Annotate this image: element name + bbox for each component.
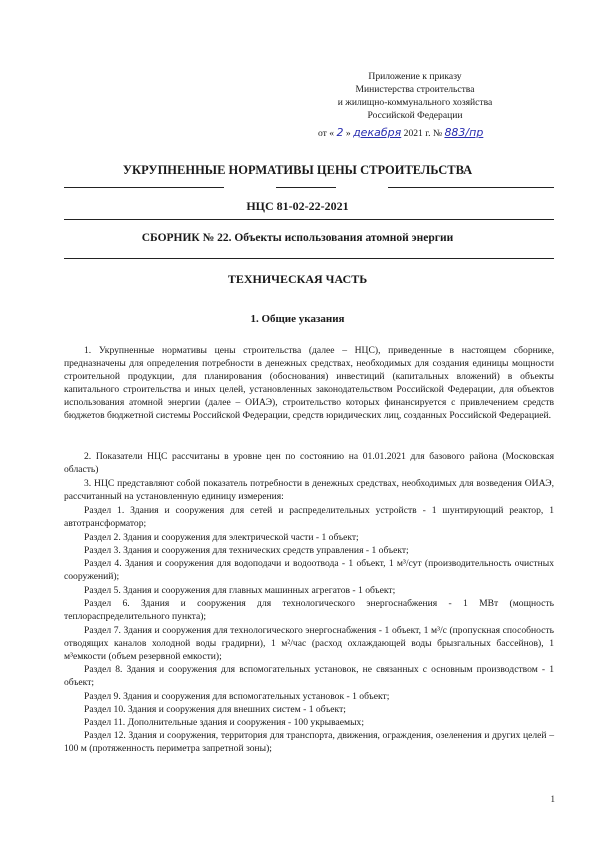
appendix-line-3: и жилищно-коммунального хозяйства [337, 97, 493, 108]
handwritten-month: декабря [353, 126, 402, 139]
section-title: ТЕХНИЧЕСКАЯ ЧАСТЬ [227, 272, 368, 286]
list-item: Раздел 11. Дополнительные здания и сооружения - 100 укрываемых; [84, 717, 365, 728]
date-prefix: от « [318, 128, 335, 139]
appendix-line-1: Приложение к приказу [368, 71, 462, 82]
paragraph-2: 2. Показатели НЦС рассчитаны в уровне цен по состоянию на 01.01.2021 для базового района (Московская область) [64, 451, 554, 476]
handwritten-day: 2 [336, 126, 344, 139]
list-item: Раздел 1. Здания и сооружения для сетей и распределительных устройств - 1 шунтирующий реактор, 1 автотрансформатор; [64, 505, 554, 530]
paragraph-3: 3. НЦС представляют собой показатель потребности в денежных средствах, необходимых для возведения ОИАЭ, рассчитанный на установленную единицу измерения: [64, 478, 554, 503]
collection-title: СБОРНИК № 22. Объекты использования атомной энергии [141, 232, 454, 244]
divider-2 [64, 219, 554, 220]
appendix-line-4: Российской Федерации [367, 110, 463, 121]
divider-right [388, 187, 554, 188]
divider-3 [64, 258, 554, 259]
divider-left [64, 187, 224, 188]
list-item: Раздел 9. Здания и сооружения для вспомогательных установок - 1 объект; [84, 691, 390, 702]
order-date-line [318, 126, 483, 139]
list-item: Раздел 3. Здания и сооружения для технических средств управления - 1 объект; [84, 545, 409, 556]
divider-mid [276, 187, 336, 188]
list-item: Раздел 7. Здания и сооружения для технологического энергоснабжения - 1 объект, 1 м³/с (пропускная способность отводящих каналов холодной воды градирни), 1 м²/час (расход охлаждающей воды брызгальных бассейнов), 1 м³емкости (объем резервной емкости); [64, 625, 554, 663]
paragraph-1: 1. Укрупненные нормативы цены строительства (далее – НЦС), приведенные в настоящем сборнике, предназначены для определения потребности в денежных средствах, необходимых для создания единицы мощности строительной продукции, для планирования (обоснования) инвестиций (капитальных вложений) в объекты капитального строительства и иных целей, установленных законодательством Российской Федерации, для объектов использования атомной энергии (далее – ОИАЭ), строительство которых финансируется с привлечением средств бюджетов бюджетной системы Российской Федерации, средств юридических лиц, созданных Российской Федерацией. [64, 345, 554, 422]
list-item: Раздел 6. Здания и сооружения для технологического энергоснабжения - 1 МВт (мощность теплораспределительного пункта); [64, 598, 554, 623]
page-number: 1 [550, 794, 555, 804]
handwritten-order-number: 883/пр [444, 126, 484, 139]
code-title: НЦС 81-02-22-2021 [246, 199, 349, 213]
list-item: Раздел 4. Здания и сооружения для водоподачи и водоотвода - 1 объект, 1 м³/сут (производительность очистных сооружений); [64, 558, 554, 583]
list-item: Раздел 2. Здания и сооружения для электрической части - 1 объект; [84, 532, 359, 543]
list-item: Раздел 12. Здания и сооружения, территория для транспорта, движения, ограждения, озеленения и других целей – 100 м (протяженность периметра запретной зоны); [64, 730, 554, 755]
date-mid: » [345, 128, 351, 139]
subsection-title: 1. Общие указания [250, 313, 345, 325]
document-title: УКРУПНЕННЫЕ НОРМАТИВЫ ЦЕНЫ СТРОИТЕЛЬСТВА [122, 163, 473, 177]
list-item: Раздел 5. Здания и сооружения для главных машинных агрегатов - 1 объект; [84, 585, 396, 596]
date-year: 2021 г. № [403, 128, 443, 139]
appendix-line-2: Министерства строительства [355, 84, 475, 95]
list-item: Раздел 10. Здания и сооружения для внешних систем - 1 объект; [84, 704, 346, 715]
list-item: Раздел 8. Здания и сооружения для вспомогательных установок, не связанных с основным производством - 1 объект; [64, 664, 554, 689]
